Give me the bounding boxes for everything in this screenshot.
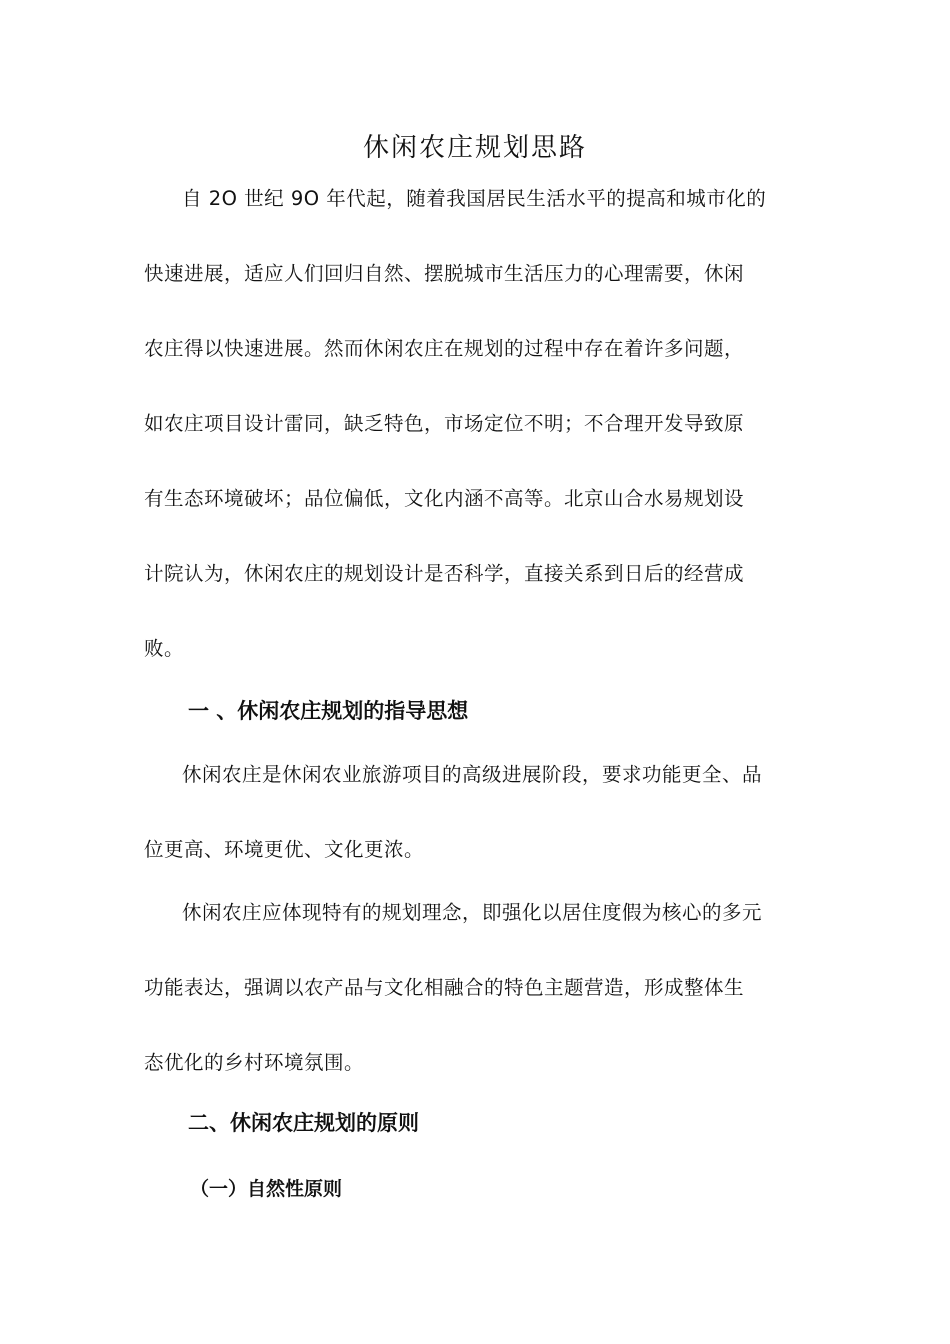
section-2-heading: 二、休闲农庄规划的原则 xyxy=(188,1111,419,1135)
intro-paragraph xyxy=(144,185,814,710)
intro-line-3: 农庄得以快速进展。然而休闲农庄在规划的过程中存在着许多问题， xyxy=(144,337,745,360)
document-title: 休闲农庄规划思路 xyxy=(362,133,587,163)
section-1-para-1-line-2: 位更高、环境更优、文化更浓。 xyxy=(144,838,425,861)
intro-line-4: 如农庄项目设计雷同，缺乏特色，市场定位不明；不合理开发导致原 xyxy=(144,412,745,435)
intro-line-5: 有生态环境破坏；品位偏低，文化内涵不高等。北京山合水易规划设 xyxy=(144,487,745,510)
section-1-paragraph-1 xyxy=(144,761,814,911)
intro-line-6: 计院认为，休闲农庄的规划设计是否科学，直接关系到日后的经营成 xyxy=(144,562,745,585)
section-2-subheading: （一）自然性原则 xyxy=(190,1178,343,1200)
intro-line-7: 败。 xyxy=(144,637,185,660)
section-1-heading: 一 、休闲农庄规划的指导思想 xyxy=(188,699,469,723)
section-1-para-2-line-2: 功能表达，强调以农产品与文化相融合的特色主题营造，形成整体生 xyxy=(144,976,745,999)
intro-line-2: 快速进展，适应人们回归自然、摆脱城市生活压力的心理需要，休闲 xyxy=(144,262,745,285)
intro-line-1: 自 2O 世纪 9O 年代起，随着我国居民生活水平的提高和城市化的 xyxy=(182,187,767,210)
section-1-para-1-line-1: 休闲农庄是休闲农业旅游项目的高级进展阶段，要求功能更全、品 xyxy=(182,763,763,786)
section-1-para-2-line-3: 态优化的乡村环境氛围。 xyxy=(144,1051,365,1074)
section-1-paragraph-2 xyxy=(144,899,814,1124)
section-1-para-2-line-1: 休闲农庄应体现特有的规划理念，即强化以居住度假为核心的多元 xyxy=(182,901,763,924)
